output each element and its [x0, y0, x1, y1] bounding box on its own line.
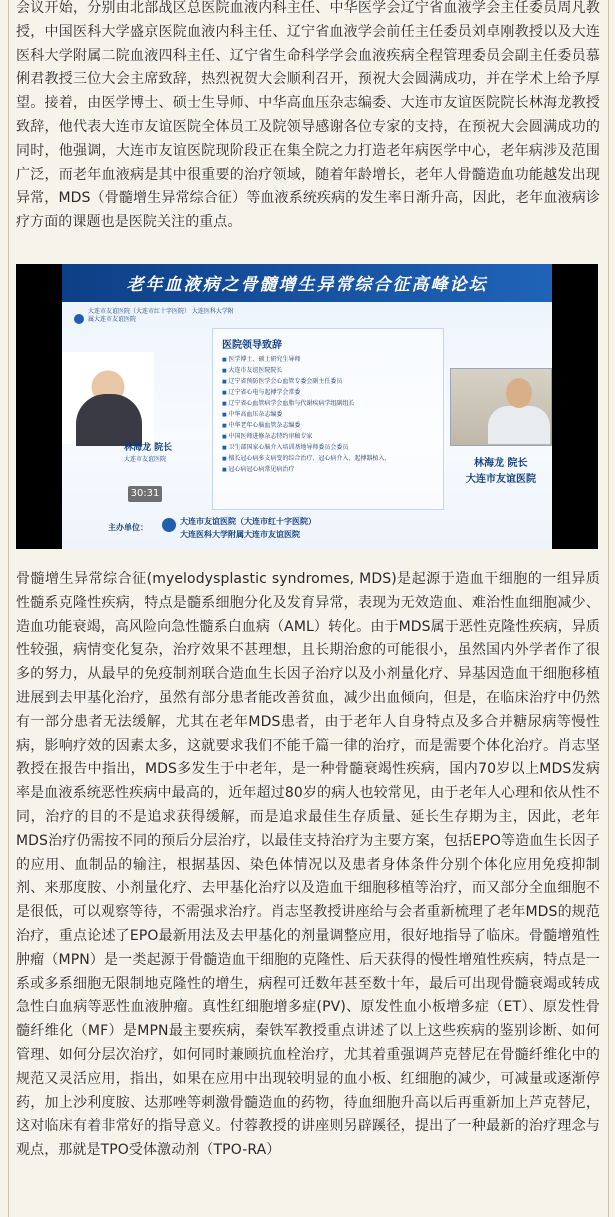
- slide-bullet: ■ 中华高血压杂志编委: [222, 409, 432, 420]
- webcam-person-face: [506, 378, 532, 408]
- host-name-2: 大连医科大学附属大连市友谊医院: [180, 530, 300, 539]
- slide-bullet: ■ 中华老年心脑血管杂志编委: [222, 420, 432, 431]
- slide-bullet: ■ 中国医师进修杂志特约审稿专家: [222, 431, 432, 442]
- host-logo-icon: [162, 518, 176, 532]
- slide-hospital-name: 大连市友谊医院（大连市红十字医院） 大连医科大学附属大连市友谊医院: [88, 308, 234, 323]
- slide-bullet: ■ 辽宁省预防医学会心血管专委会副主任委员: [222, 376, 432, 387]
- speaker-portrait-suit: [76, 394, 142, 446]
- slide-bullet: ■ 辽宁省心血管病学会血脂与代谢疾病学组副组长: [222, 398, 432, 409]
- webcam-speaker-org: 大连市友谊医院: [466, 474, 536, 485]
- video-player[interactable]: [16, 264, 598, 549]
- article-paragraph-2: 骨髓增生异常综合征(myelodysplastic syndromes, MDS)是起源于造血干细胞的一组异质性髓系克隆性疾病，特点是髓系细胞分化及发育异常，表现为无效造血、难治性血细胞减少、造血功能衰竭，高风险向急性髓系白血病（AML）转化。由于MDS属于恶性克隆性疾病，异质性较强，病情变化复杂，治疗效果不甚理想，且长期治愈的可能很小，虽然国内外学者作了很多的努力，从最早的免疫制剂联合造血生长因子治疗以及小剂量化疗、异基因造血干细胞移植进展到去甲基化治疗，虽然有部分患者能改善贫血，减少出血倾向，但是，在临床治疗中仍然有一部分患者无法缓解，尤其在老年MDS患者，由于老年人自身特点及多合并糖尿病等慢性病，影响疗效的因素太多，这就要求我们不能千篇一律的治疗，而是需要个体化治疗。肖志坚教授在报告中指出，MDS多发生于中老年，是一种骨髓衰竭性疾病，国内70岁以上MDS发病率是血液系统恶性疾病中最高的，近年超过80岁的病人也较常见，由于老年人心理和依从性不同，治疗的目的不是追求获得缓解，而是追求最佳生存质量、延长生存期为主，因此，老年MDS治疗仍需按不同的预后分层治疗，以最佳支持治疗为主要方案，包括EPO等造血生长因子的应用、血制品的输注，根据基因、染色体情况以及患者身体条件分别个体化应用免疫抑制剂、来那度胺、小剂量化疗、去甲基化治疗以及造血干细胞移植等治疗，而又部分全血细胞不是很低，可以观察等待，不需强求治疗。肖志坚教授讲座给与会者重新梳理了老年MDS的规范治疗，重点论述了EPO最新用法及去甲基化的剂量调整应用，很好地指导了临床。骨髓增殖性肿瘤（MPN）是一类起源于骨髓造血干细胞的克隆性、后天获得的慢性增殖性疾病，特点是一系或多系细胞无限制地克隆性的增生，病程可迁数年甚至数十年，最后可出现骨髓衰竭或转成急性白血病等恶性血液肿瘤。真性红细胞增多症(PV)、原发性血小板增多症（ET）、原发性骨髓纤维化（MF）是MPN最主要疾病，秦铁军教授重点讲述了以上这些疾病的鉴别诊断、如何管理、如何分层次治疗，如何同时兼顾抗血栓治疗，尤其着重强调芦克替尼在骨髓纤维化中的规范又灵活应用，指出，如果在应用中出现较明显的血小板、红细胞的减少，可减量或逐渐停药，加上沙利度胺、达那唑等刺激骨髓造血的药物，待血细胞升高以后再重新加上芦克替尼，这对临床有着非常好的指导意义。付蓉教授的讲座则另辟蹊径，提出了一种最新的治疗理念与观点，那就是TPO受体激动剂（TPO-RA）: [16, 571, 600, 1159]
- slide-bullet: ■ 辽宁省心电与起搏学会常委: [222, 387, 432, 398]
- article-paragraph-1: 会议开始，分别由北部战区总医院血液内科主任、中华医学会辽宁省血液学会主任委员周凡教授，中国医科大学盛京医院血液内科主任、辽宁省血液学会前任主任委员刘卓刚教授以及大连医科大学附属二院血液四科主任、辽宁省生命科学学会血液疾病全程管理委员会副主任委员慕俐君教授三位大会主席致辞，热烈祝贺大会顺利召开，预祝大会圆满成功，并在学术上给予厚望。接着，由医学博士、硕士生导师、中华高血压杂志编委、大连市友谊医院院长林海龙教授致辞，他代表大连市友谊医院全体员工及院领导感谢各位专家的支持，在预祝大会圆满成功的同时，他强调，大连市友谊医院现阶段正在集全院之力打造老年病医学中心，老年病涉及范围广泛，而老年血液病是其中很重要的治疗领域，随着年龄增长，老年人骨髓造血功能越发出现异常，MDS（骨髓增生异常综合征）等血液系统疾病的发生率日渐升高，因此，老年血液病诊疗方面的课题也是医院关注的重点。: [16, 0, 600, 231]
- slide-panel-title: 医院领导致辞: [222, 340, 282, 351]
- video-frame-slide: [62, 264, 552, 549]
- slide-bullet: ■ 大连市友谊医院院长: [222, 365, 432, 376]
- host-name-1: 大连市友谊医院（大连市红十字医院）: [180, 517, 316, 526]
- webcam-person-body: [488, 406, 550, 444]
- slide-bullet-list: [222, 354, 432, 475]
- slide-bullet: ■ 冠心病冠心病常见病治疗: [222, 464, 432, 475]
- speaker-org-caption: 大连市友谊医院: [124, 456, 167, 463]
- webcam-speaker-name: 林海龙 院长: [474, 458, 528, 469]
- hospital-logo-icon: [74, 314, 84, 324]
- host-label: 主办单位：: [108, 523, 148, 532]
- slide-bullet: ■ 卫生部国家心脑介入培训基地导师委员会委员: [222, 442, 432, 453]
- slide-bullet: ■ 医学博士、硕士研究生导师: [222, 354, 432, 365]
- slide-bullet: ■ 擅长冠心病多支病变的综合治疗、冠心病介入、起搏器植入、: [222, 453, 432, 464]
- speaker-name-caption: 林海龙 院长: [124, 443, 173, 453]
- slide-title: 老年血液病之骨髓增生异常综合征高峰论坛: [126, 275, 488, 295]
- video-timestamp: 30:31: [128, 486, 162, 502]
